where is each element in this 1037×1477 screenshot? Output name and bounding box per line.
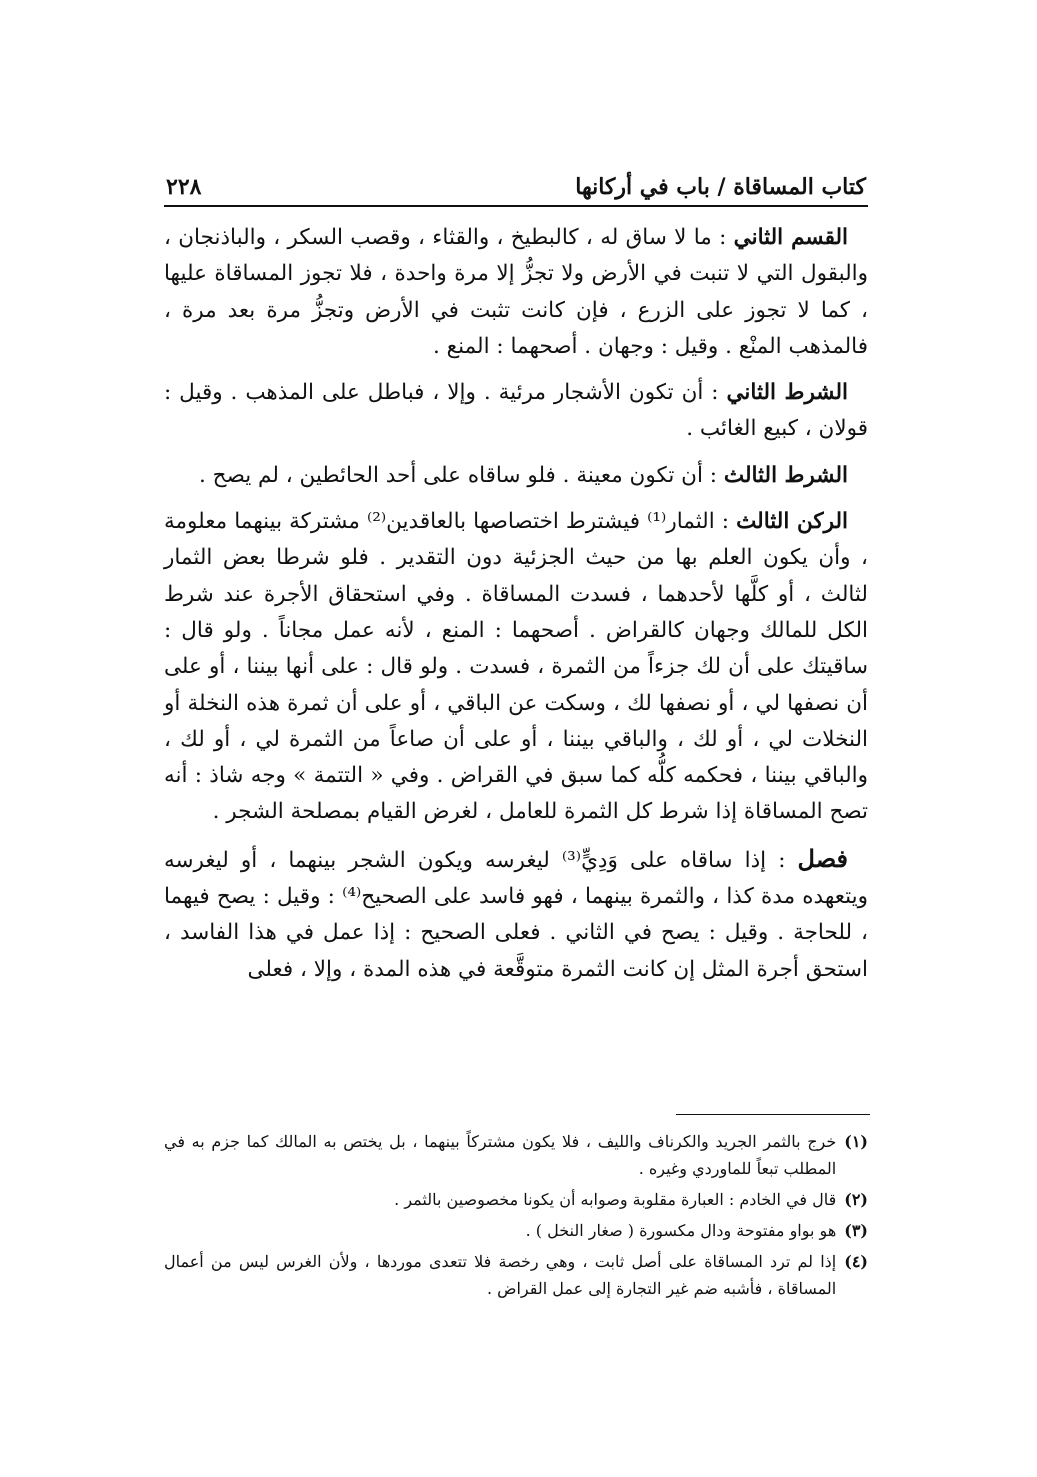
chapter-title: كتاب المساقاة / باب في أركانها [575,174,866,200]
footnote-text: قال في الخادم : العبارة مقلوبة وصوابه أن يكونا مخصوصين بالثمر . [394,1190,837,1209]
paragraph-text: : ما لا ساق له ، كالبطيخ ، والقثاء ، وقصب السكر ، والباذنجان ، والبقول التي لا تنبت في الأرض ولا تجزُّ إلا مرة واحدة ، فلا تجوز المساقاة عليها ، كما لا تجوز على الزرع ، فإن كانت تثبت في الأرض وتجزُّ مرة بعد مرة ، فالمذهب المنْع . وقيل : وجهان . أصحهما : المنع . [164,225,868,359]
paragraph-text: : الثمار⁽¹⁾ فيشترط اختصاصها بالعاقدين⁽²⁾ مشتركة بينهما معلومة ، وأن يكون العلم بها من حيث الجزئية دون التقدير . فلو شرطا بعض الثمار لثالث ، أو كلَّها لأحدهما ، فسدت المساقاة . وفي استحقاق الأجرة عند شرط الكل للمالك وجهان كالقراض . أصحهما : المنع ، لأنه عمل مجاناً . ولو قال : ساقيتك على أن لك جزءاً من الثمرة ، فسدت . ولو قال : على أنها بيننا ، أو على أن نصفها لي ، أو نصفها لك ، وسكت عن الباقي ، أو على أن ثمرة هذه النخلة أو النخلات لي ، أو لك ، والباقي بيننا ، أو على أن صاعاً من الثمرة لي ، أو لك ، والباقي بيننا ، فحكمه كلُّه كما سبق في القراض . وفي « التتمة » وجه شاذ : أنه تصح المساقاة إذا شرط كل الثمرة للعامل ، لغرض القيام بمصلحة الشجر . [164,509,868,825]
paragraph-section-two [164,220,868,365]
paragraph-pillar-three [164,504,868,831]
paragraph-condition-two [164,375,868,448]
footnote-rule [676,1114,870,1115]
footnote-text: إذا لم ترد المساقاة على أصل ثابت ، وهي رخصة فلا تتعدى موردها ، ولأن الغرس ليس من أعمال المساقاة ، فأشبه ضم غير التجارة إلى عمل القراض . [164,1252,837,1298]
footnote [164,1186,868,1213]
footnote [164,1128,868,1182]
page-number: ٢٢٨ [166,174,202,200]
paragraph-condition-three [164,458,868,494]
paragraph-lead: فصل [797,843,848,873]
paragraph-fasl [164,841,868,988]
footnote-text: خرج بالثمر الجريد والكرناف والليف ، فلا يكون مشتركاً بينهما ، بل يختص به المالك كما جزم به في المطلب تبعاً للماوردي وغيره . [164,1132,837,1178]
footnote [164,1217,868,1244]
footnote-number: (٤) [844,1252,868,1271]
footnotes [164,1128,868,1306]
running-head [166,166,866,200]
footnote-number: (١) [844,1132,868,1151]
footnote-text: هو بواو مفتوحة ودال مكسورة ( صغار النخل ) . [525,1221,837,1240]
footnote-number: (٣) [844,1221,868,1240]
footnote [164,1248,868,1302]
paragraph-lead: الشرط الثاني [726,380,849,406]
header-rule [164,205,868,207]
paragraph-text: : أن تكون الأشجار مرئية . وإلا ، فباطل على المذهب . وقيل : قولان ، كبيع الغائب . [164,380,868,442]
paragraph-text: : أن تكون معينة . فلو ساقاه على أحد الحائطين ، لم يصح . [199,462,724,488]
main-text [164,220,868,988]
paragraph-lead: الركن الثالث [736,509,848,535]
footnote-number: (٢) [844,1190,868,1209]
paragraph-text: : إذا ساقاه على وَدِيٍّ⁽³⁾ ليغرسه ويكون الشجر بينهما ، أو ليغرسه ويتعهده مدة كذا ، والثمرة بينهما ، فهو فاسد على الصحيح⁽⁴⁾ : وقيل : يصح فيهما ، للحاجة . وقيل : يصح في الثاني . فعلى الصحيح : إذا عمل في هذا الفاسد ، استحق أجرة المثل إن كانت الثمرة متوقَّعة في هذه المدة ، وإلا ، فعلى [164,847,868,982]
paragraph-lead: القسم الثاني [733,225,848,250]
paragraph-lead: الشرط الثالث [723,462,848,488]
